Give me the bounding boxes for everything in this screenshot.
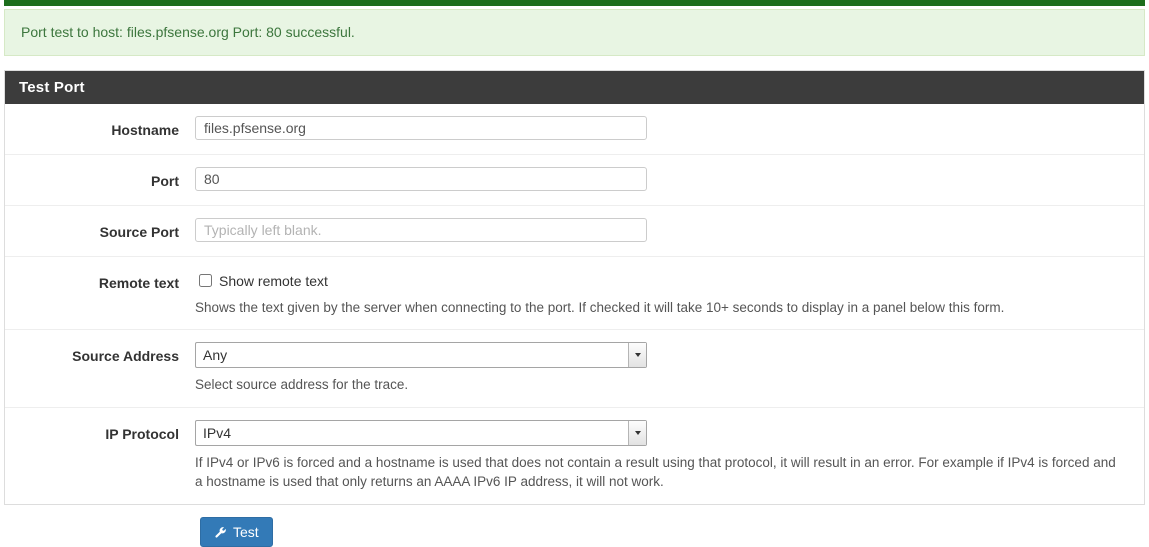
port-label: Port xyxy=(151,172,179,189)
row-port xyxy=(5,155,1144,206)
source-address-select[interactable] xyxy=(195,342,647,368)
source-address-label: Source Address xyxy=(72,348,179,365)
source-port-input[interactable] xyxy=(195,218,647,242)
row-remote-text xyxy=(5,257,1144,331)
test-button-label: Test xyxy=(233,524,259,541)
source-address-field-wrap xyxy=(195,342,1144,395)
test-port-panel xyxy=(4,70,1145,505)
hostname-input[interactable] xyxy=(195,116,647,140)
ip-protocol-select[interactable] xyxy=(195,420,647,446)
success-alert-message: Port test to host: files.pfsense.org Port: 80 successful. xyxy=(21,24,355,40)
panel-body xyxy=(5,104,1144,504)
show-remote-text-checkbox[interactable] xyxy=(199,274,212,287)
port-field-wrap xyxy=(195,167,1144,191)
row-source-address xyxy=(5,330,1144,408)
success-alert xyxy=(4,9,1145,56)
ip-protocol-help: If IPv4 or IPv6 is forced and a hostname is used that does not contain a result using that protocol, it will result in an error. For example if IPv4 is forced and a hostname is used that only returns an AAAA IPv6 IP address, it will not work. xyxy=(195,454,1116,490)
remote-text-label: Remote text xyxy=(98,274,179,291)
panel-title: Test Port xyxy=(5,71,1144,104)
ip-protocol-select-wrap[interactable] xyxy=(195,420,647,446)
hostname-field-wrap xyxy=(195,116,1144,140)
form-footer xyxy=(4,517,1145,547)
test-button[interactable] xyxy=(200,517,273,547)
port-input[interactable] xyxy=(195,167,647,191)
hostname-label: Hostname xyxy=(111,121,179,138)
remote-text-help: Shows the text given by the server when connecting to the port. If checked it will take 10+ seconds to display in a panel below this form. xyxy=(195,299,1005,315)
remote-text-field-wrap xyxy=(195,269,1144,318)
row-ip-protocol xyxy=(5,408,1144,504)
source-port-label: Source Port xyxy=(99,223,179,240)
top-status-bar xyxy=(4,0,1145,6)
row-source-port xyxy=(5,206,1144,257)
ip-protocol-label: IP Protocol xyxy=(105,425,179,442)
row-hostname xyxy=(5,104,1144,155)
source-address-help: Select source address for the trace. xyxy=(195,377,409,393)
ip-protocol-field-wrap xyxy=(195,420,1144,492)
source-address-select-wrap[interactable] xyxy=(195,342,647,368)
show-remote-text-label[interactable]: Show remote text xyxy=(219,272,328,289)
source-port-field-wrap xyxy=(195,218,1144,242)
show-remote-text-line[interactable] xyxy=(195,271,1128,291)
